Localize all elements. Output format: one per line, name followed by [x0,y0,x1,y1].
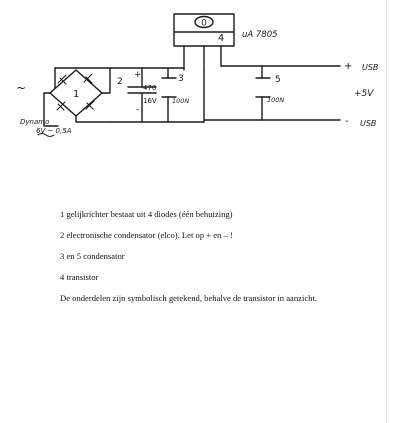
output-minus-label: - [345,116,349,127]
bridge-number-label: 1 [73,89,80,100]
capacitor-5 [256,66,284,120]
cap3-number-label: 3 [178,74,184,84]
elco-capacitor [117,68,157,122]
dynamo-label-line1: Dynamo [20,118,50,126]
output-usb-bottom-label: USB [360,119,377,128]
bridge-lead-bottom [76,116,110,122]
diode-mark-4 [86,101,94,109]
cap3-value-label: 100N [172,97,190,105]
legend-line-5: De onderdelen zijn symbolisch getekend, behalve de transistor in aanzicht. [60,293,318,303]
elco-number-label: 2 [117,77,123,87]
bridge-rectifier [44,68,110,126]
elco-voltage-label: 16V [143,97,157,105]
regulator-transistor [174,14,278,70]
legend-line-1: 1 gelijkrichter bestaat uit 4 diodes (één behuizing) [60,209,233,219]
output-usb-top-label: USB [362,63,379,72]
capacitor-3 [162,68,189,122]
output-voltage-label: +5V [354,89,374,99]
regulator-number-label: 4 [217,33,225,44]
ac-symbol: ~ [16,81,27,95]
cap5-number-label: 5 [275,75,281,85]
legend-line-4: 4 transistor [60,272,99,282]
regulator-pin-label: 0 [201,18,207,29]
legend-line-3: 3 en 5 condensator [60,251,125,261]
bridge-lead-right [102,68,110,93]
elco-plus-label: + [134,70,142,80]
dynamo-label-line2: 6V ~ 0,5A [36,127,72,135]
output-plus-label: + [344,61,353,72]
cap5-value-label: 100N [267,96,285,104]
elco-minus-label: - [136,105,140,115]
dynamo [20,118,72,137]
legend-line-2: 2 electronische condensator (elco). Let op + en – ! [60,230,233,240]
elco-value-label: 470 [143,84,157,92]
regulator-part-label: uA 7805 [242,30,278,40]
